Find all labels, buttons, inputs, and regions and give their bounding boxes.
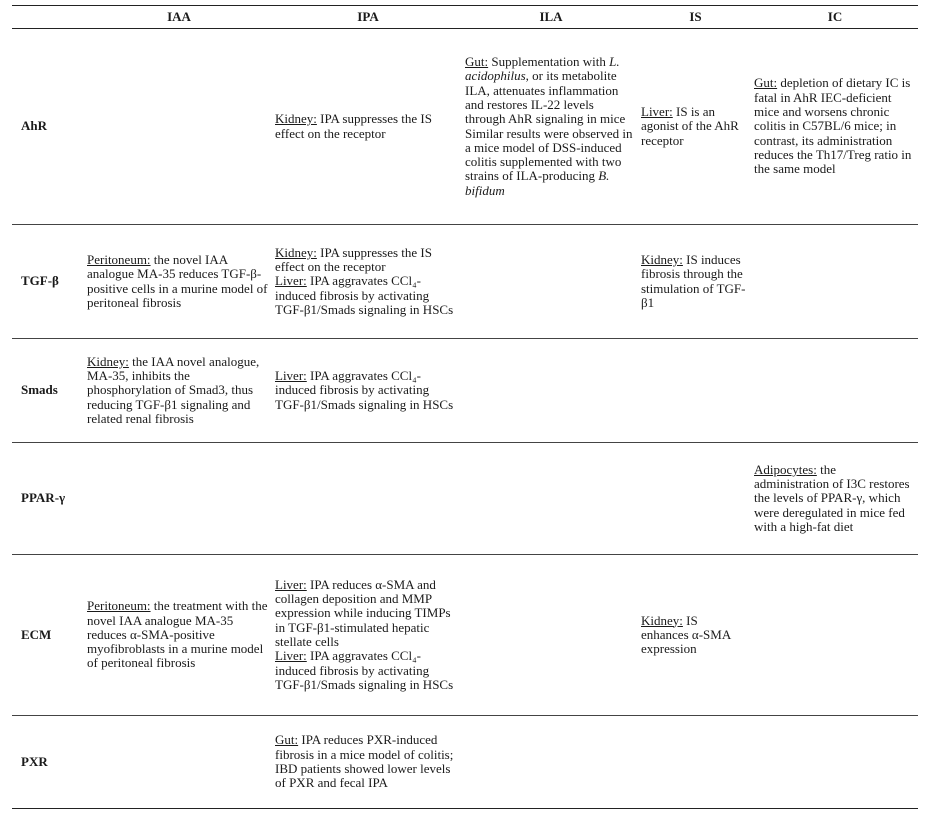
finding-entry [754,463,914,534]
tissue-label: Kidney: [641,612,683,628]
cell-ila [463,225,639,339]
cell-iaa [85,555,273,716]
row-label: Smads [12,339,85,443]
table-row [12,716,918,809]
finding-text: IPA suppresses the IS effect on the receptor [275,111,432,141]
row-label: PXR [12,716,85,809]
tissue-label: Kidney: [275,244,317,260]
tissue-label: Liver: [275,368,307,384]
cell-ic [752,716,918,809]
finding-text: IPA reduces PXR-induced fibrosis in a mice model of colitis; IBD patients showed lower levels of PXR and fecal IPA [275,732,454,791]
finding-text: IS induces fibrosis through the stimulation of TGF-β1 [641,251,746,310]
header-ila: ILA [463,6,639,29]
cell-is [639,555,752,716]
cell-iaa [85,225,273,339]
table-header [12,6,918,29]
cell-is [639,339,752,443]
species-name: L. acidophilus [465,54,620,84]
finding-text: the IAA novel analogue, MA-35, inhibits the phosphorylation of Smad3, thus reducing TGF-β1 signaling and related renal fibrosis [87,353,260,426]
tissue-label: Liver: [275,273,307,289]
cell-ipa [273,29,463,225]
finding-entry [275,246,459,275]
finding-entry [465,127,635,198]
tissue-label: Kidney: [641,251,683,267]
finding-entry [275,274,459,317]
cell-ipa [273,339,463,443]
finding-entry [275,112,459,141]
finding-text: IS is an agonist of the AhR receptor [641,104,739,148]
finding-text: IPA reduces α-SMA and collagen deposition and MMP expression while inducing TIMPs in TGF-β1-stimulated hepatic stellate cells [275,576,451,649]
finding-entry [87,253,269,310]
cell-ila [463,716,639,809]
finding-text-tail: , or its metabolite ILA, attenuates inflammation and restores IL-22 levels through AhR signaling in mice [465,68,626,127]
finding-text: IPA suppresses the IS effect on the receptor [275,244,432,275]
cell-iaa [85,443,273,555]
header-row [12,6,918,29]
cell-iaa [85,339,273,443]
table-body [12,29,918,809]
finding-entry [641,614,748,657]
table-row [12,555,918,716]
tissue-label: Gut: [754,75,778,91]
header-iaa: IAA [85,6,273,29]
table-row [12,339,918,443]
row-label: PPAR-γ [12,443,85,555]
cell-ic [752,443,918,555]
cell-ic [752,225,918,339]
finding-text: IS enhances α-SMA expression [641,612,731,657]
finding-text: the treatment with the novel IAA analogue MA-35 reduces α-SMA-positive myofibroblasts in a murine model of peritoneal fibrosis [87,598,268,671]
species-name: B. bifidum [465,168,610,198]
finding-entry [275,578,459,649]
table-row [12,225,918,339]
row-label: TGF-β [12,225,85,339]
cell-ila [463,29,639,225]
cell-is [639,29,752,225]
cell-is [639,716,752,809]
cell-ic [752,339,918,443]
cell-iaa [85,716,273,809]
tissue-label: Liver: [275,648,307,664]
cell-ila [463,555,639,716]
finding-text: the administration of I3C restores the levels of PPAR-γ, which were deregulated in mice fed with a high-fat diet [754,461,910,534]
finding-entry [754,76,914,176]
finding-entry [275,649,459,692]
finding-text: Similar results were observed in a mice model of DSS-induced colitis supplemented with two strains of ILA-producing [465,125,633,184]
cell-ic [752,555,918,716]
table-row [12,29,918,225]
finding-entry [87,355,269,426]
row-label: ECM [12,555,85,716]
table-row [12,443,918,555]
tissue-label: Gut: [275,732,299,748]
header-ic: IC [752,6,918,29]
cell-is [639,443,752,555]
header-is: IS [639,6,752,29]
finding-text: IPA aggravates CCl₄-induced fibrosis by activating TGF-β1/Smads signaling in HSCs [275,368,454,412]
tissue-label: Liver: [641,104,673,120]
tissue-label: Kidney: [87,353,129,369]
mechanisms-table [12,5,918,809]
tissue-label: Peritoneum: [87,251,151,267]
cell-ipa [273,555,463,716]
finding-entry [275,369,459,412]
finding-entry [641,105,748,148]
finding-text: depletion of dietary IC is fatal in AhR IEC-deficient mice and worsens chronic colitis in C57BL/6 mice; in contrast, its administration reduces the Th17/Treg ratio in the same model [754,75,912,177]
cell-iaa [85,29,273,225]
tissue-label: Liver: [275,576,307,592]
finding-entry [465,55,635,126]
finding-text: the novel IAA analogue MA-35 reduces TGF-β-positive cells in a murine model of peritoneal fibrosis [87,251,268,310]
cell-ipa [273,443,463,555]
tissue-label: Peritoneum: [87,598,151,614]
finding-entry [275,733,459,790]
cell-is [639,225,752,339]
header-empty [12,6,85,29]
tissue-label: Gut: [465,54,489,70]
cell-ila [463,443,639,555]
row-label: AhR [12,29,85,225]
cell-ic [752,29,918,225]
header-ipa: IPA [273,6,463,29]
finding-entry [641,253,748,310]
cell-ila [463,339,639,443]
finding-text: IPA aggravates CCl₄-induced fibrosis by activating TGF-β1/Smads signaling in HSCs [275,273,454,317]
finding-entry [87,599,269,670]
finding-text: Supplementation with [488,54,610,70]
finding-text: IPA aggravates CCl₄-induced fibrosis by activating TGF-β1/Smads signaling in HSCs [275,648,454,692]
cell-ipa [273,716,463,809]
tissue-label: Kidney: [275,111,317,127]
tissue-label: Adipocytes: [754,461,817,477]
cell-ipa [273,225,463,339]
